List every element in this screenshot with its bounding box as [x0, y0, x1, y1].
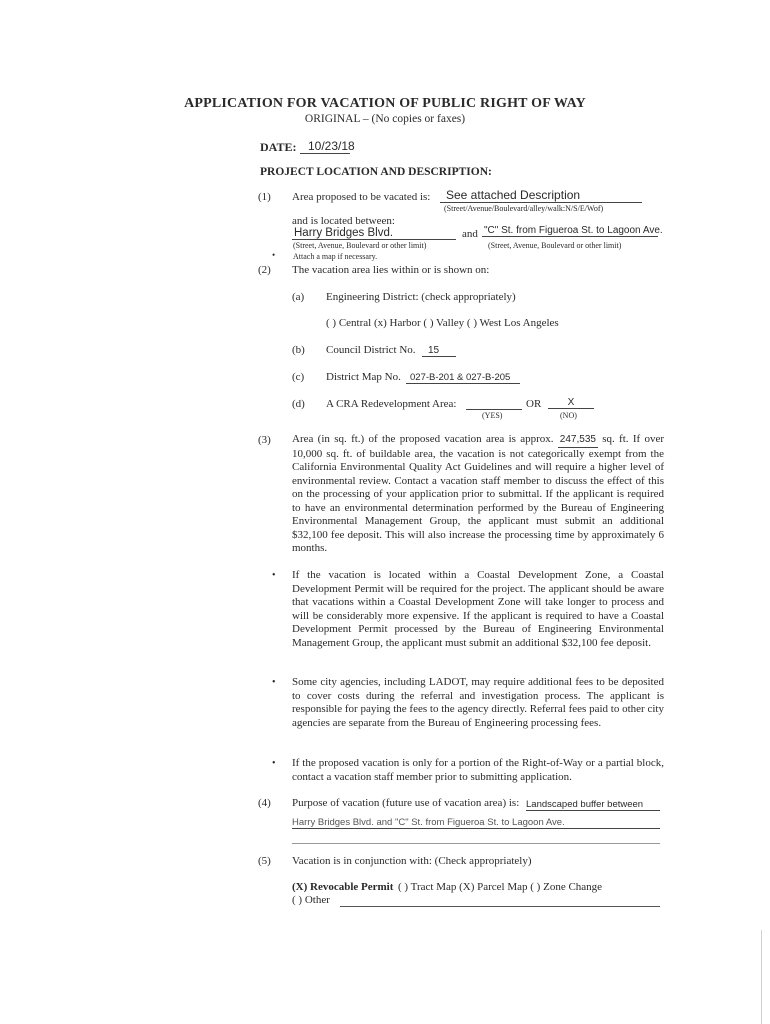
and-label: and: [462, 228, 478, 240]
item4-number: (4): [258, 797, 271, 809]
area-sqft-field[interactable]: 247,535: [558, 433, 598, 448]
item1-label: Area proposed to be vacated is:: [292, 191, 431, 203]
area-lead: Area (in sq. ft.) of the proposed vacation area is approx.: [292, 433, 554, 445]
item2-label: The vacation area lies within or is shown on:: [292, 264, 490, 276]
item1-number: (1): [258, 191, 271, 203]
form-subtitle: ORIGINAL – (No copies or faxes): [304, 113, 466, 125]
purpose-label: Purpose of vacation (future use of vacation area) is:: [292, 797, 520, 809]
date-label: DATE:: [260, 140, 297, 154]
street2-field[interactable]: "C" St. from Figueroa St. to Lagoon Ave.: [484, 225, 663, 236]
item2a-letter: (a): [292, 291, 305, 303]
between-label: and is located between:: [292, 215, 395, 227]
conjunction-label: Vacation is in conjunction with: (Check appropriately): [292, 855, 532, 867]
item2b-letter: (b): [292, 344, 305, 356]
conjunction-options[interactable]: ( ) Tract Map (X) Parcel Map ( ) Zone Change: [398, 881, 603, 893]
cra-no-caption: (NO): [560, 411, 577, 420]
district-map-label: District Map No.: [326, 371, 401, 383]
page-edge-artifact: [761, 930, 770, 1024]
item1-caption: (Street/Avenue/Boulevard/alley/walk:N/S/E/Wof): [444, 204, 604, 213]
cra-yes-field[interactable]: [466, 409, 522, 410]
section-heading: PROJECT LOCATION AND DESCRIPTION:: [260, 166, 492, 178]
engineering-district-options[interactable]: ( ) Central (x) Harbor ( ) Valley ( ) West Los Angeles: [326, 317, 559, 329]
engineering-district-label: Engineering District: (check appropriately): [326, 291, 516, 303]
item3-paragraph: [292, 433, 664, 556]
other-field[interactable]: [340, 906, 660, 907]
purpose-field-1[interactable]: Landscaped buffer between: [526, 799, 660, 811]
item2-number: (2): [258, 264, 271, 276]
bullet-fees-symbol: •: [272, 677, 276, 688]
form-title: APPLICATION FOR VACATION OF PUBLIC RIGHT OF WAY: [184, 96, 586, 111]
other-option[interactable]: ( ) Other: [292, 894, 330, 906]
map-note: Attach a map if necessary.: [293, 252, 378, 261]
purpose-line-3[interactable]: [292, 843, 660, 844]
cra-yes-caption: (YES): [482, 411, 503, 420]
item5-number: (5): [258, 855, 271, 867]
cra-no-field[interactable]: X: [548, 397, 594, 409]
bullet-coastal: If the vacation is located within a Coastal Development Zone, a Coastal Development Permit will be required for the project. The applicant should be aware that vacations within a Coastal Development Zone will take longer to process and will be considerably more expensive. If the applicant is required to have a Coastal Development Permit processed by the Bureau of Engineering Environmental Management Group, the applicant must submit an additional $32,100 fee deposit.: [292, 569, 664, 649]
item3-number: (3): [258, 434, 271, 446]
street1-caption: (Street, Avenue, Boulevard or other limit): [293, 241, 427, 250]
date-field[interactable]: 10/23/18: [300, 139, 350, 154]
area-text: sq. ft. If over 10,000 sq. ft. of buildable area, the vacation is not categorically exempt from the California Environmental Quality Act Guidelines and will require a higher level of environmental review. Contact a vacation staff member to discuss the effect of this on the processing of your application prior to submittal. If the applicant is required to have an environmental determination performed by the Bureau of Engineering Environmental Management Group, the applicant must submit an additional $32,100 fee deposit. This will also increase the processing time by approximately 6 months.: [292, 433, 665, 554]
map-note-bullet: •: [272, 250, 276, 260]
council-district-field[interactable]: 15: [422, 345, 456, 357]
item2c-letter: (c): [292, 371, 305, 383]
item2d-letter: (d): [292, 398, 305, 410]
revocable-permit-option[interactable]: (X) Revocable Permit: [292, 881, 394, 893]
bullet-partial: If the proposed vacation is only for a portion of the Right-of-Way or a partial block, contact a vacation staff member prior to submitting application.: [292, 757, 664, 783]
council-district-label: Council District No.: [326, 344, 416, 356]
street1-field[interactable]: Harry Bridges Blvd.: [292, 227, 456, 240]
bullet-partial-symbol: •: [272, 758, 276, 769]
bullet-coastal-symbol: •: [272, 570, 276, 581]
purpose-field-2[interactable]: Harry Bridges Blvd. and "C" St. from Figueroa St. to Lagoon Ave.: [292, 817, 660, 829]
cra-or: OR: [526, 398, 542, 410]
vacated-area-field[interactable]: See attached Description: [440, 188, 642, 203]
district-map-field[interactable]: 027-B-201 & 027-B-205: [406, 372, 520, 384]
bullet-fees: Some city agencies, including LADOT, may require additional fees to be deposited to cover costs during the referral and investigation process. The applicant is responsible for paying the fees to the agency directly. Referral fees paid to other city agencies are separate from the Bureau of Engineering processing fees.: [292, 676, 664, 729]
cra-label: A CRA Redevelopment Area:: [326, 398, 457, 410]
street2-caption: (Street, Avenue, Boulevard or other limit): [488, 241, 622, 250]
